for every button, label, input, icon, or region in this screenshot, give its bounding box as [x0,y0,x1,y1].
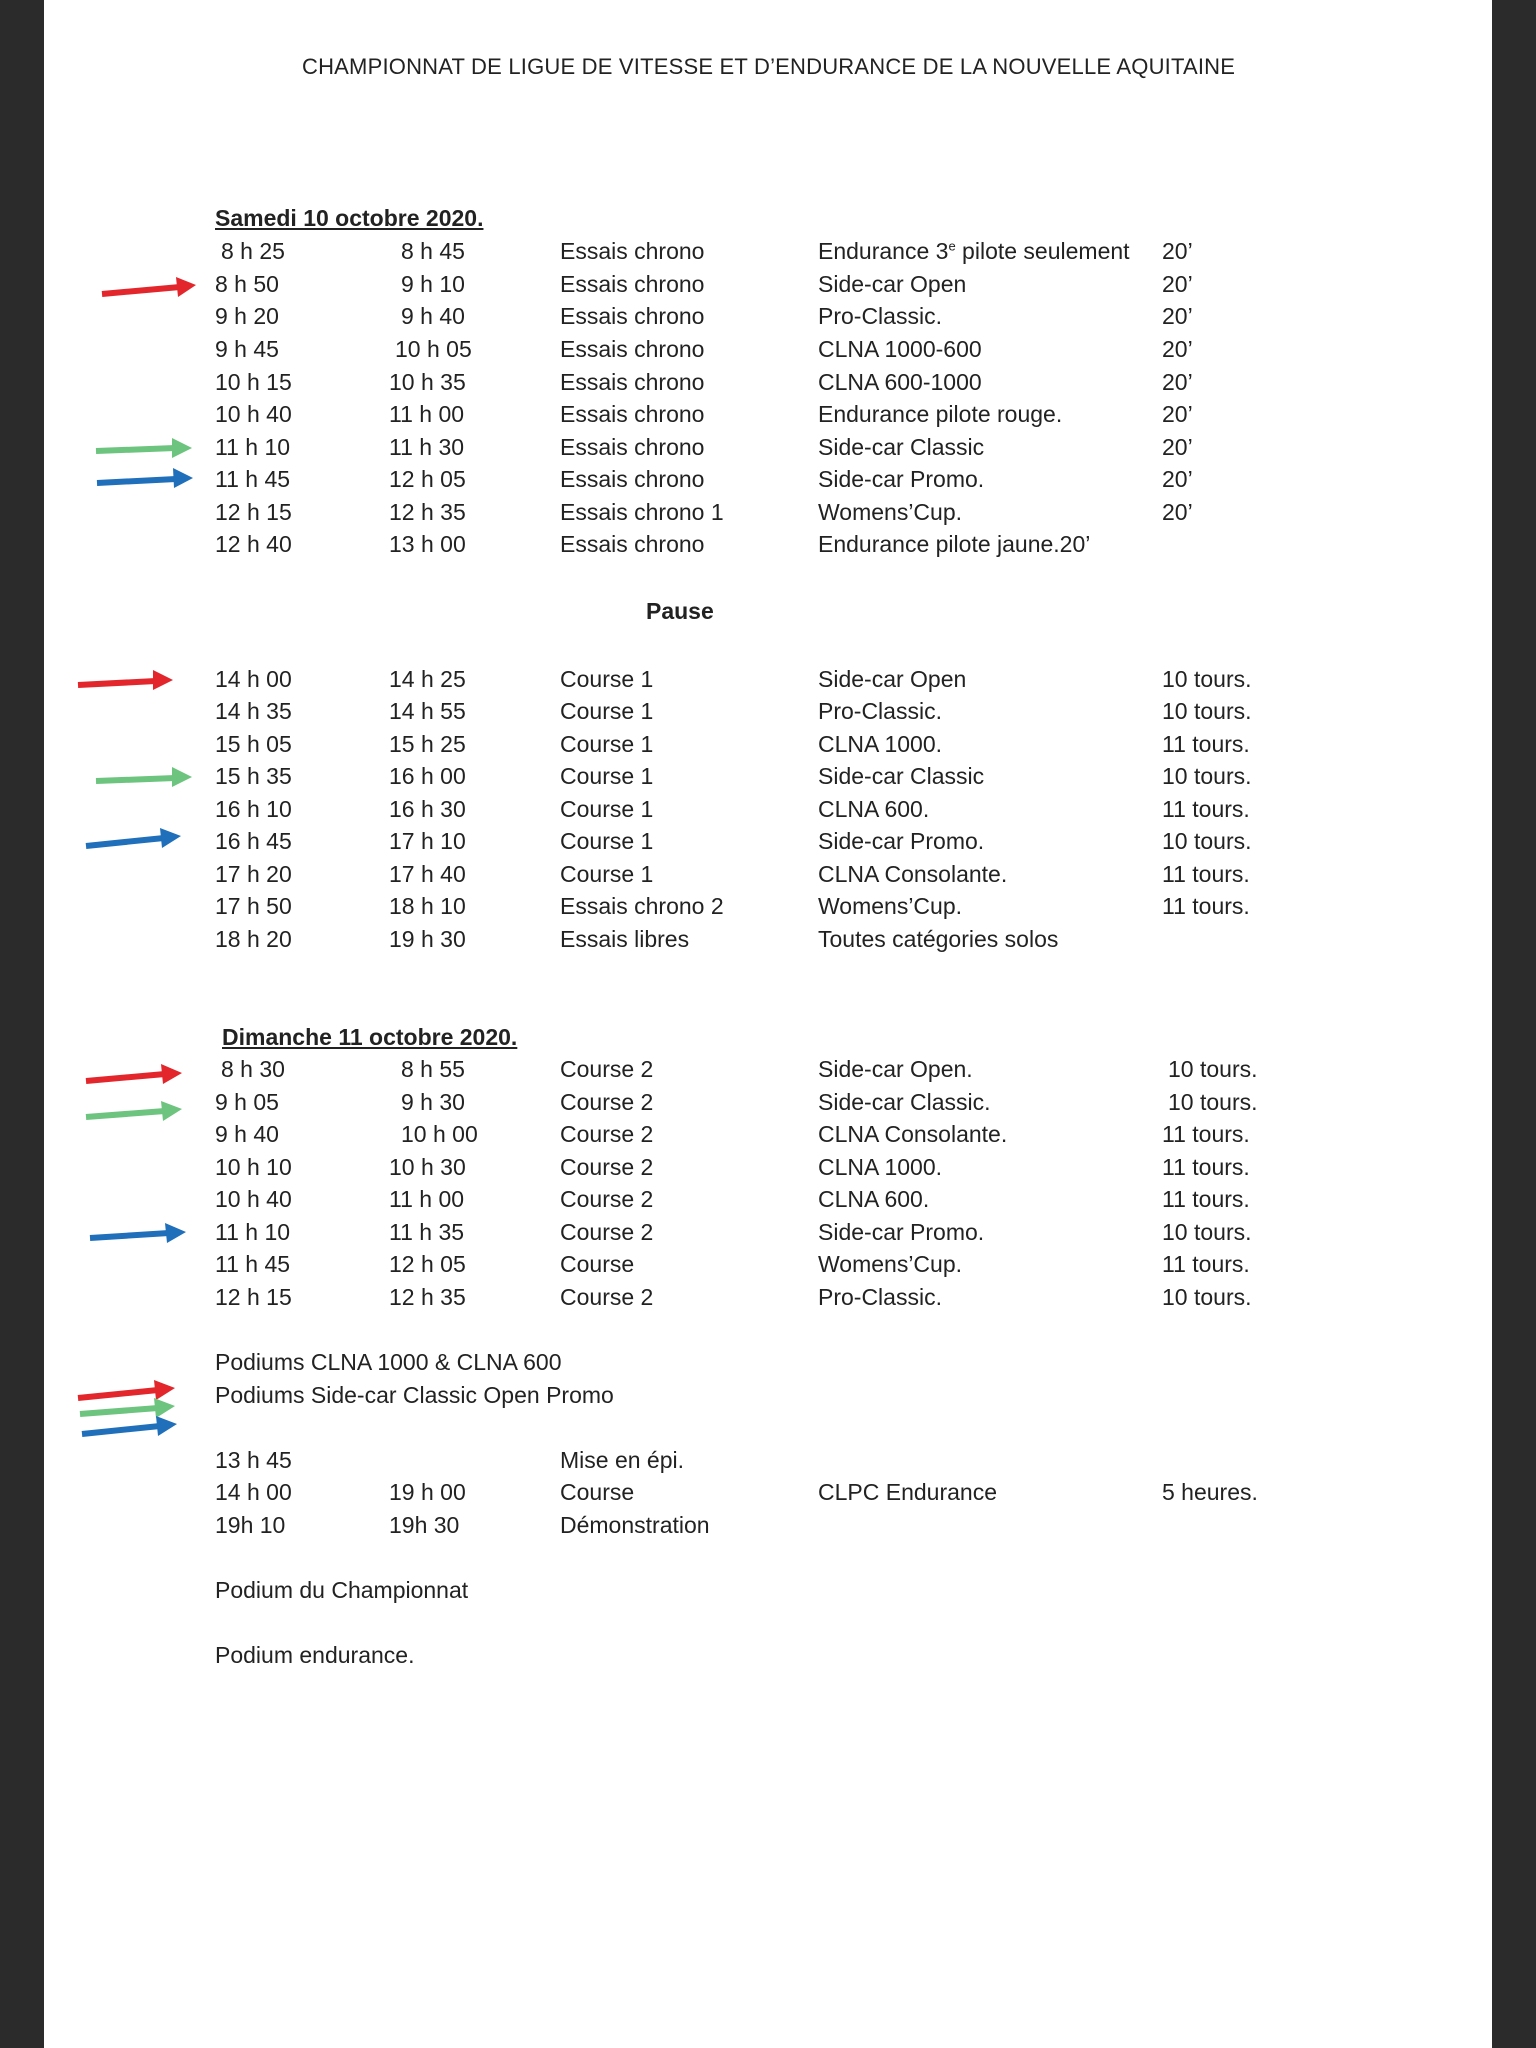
end-time: 14 h 25 [389,666,466,692]
duration: 10 tours. [1168,1056,1258,1082]
category: Toutes catégories solos [818,926,1059,952]
session: Course [560,1251,635,1277]
duration: 20’ [1162,271,1193,297]
start-time: 10 h 40 [215,401,292,427]
duration: 11 tours. [1162,1154,1250,1180]
start-time: 12 h 40 [215,531,292,557]
end-time: 16 h 30 [389,796,466,822]
end-time: 8 h 55 [401,1056,465,1082]
duration: 5 heures. [1162,1479,1258,1505]
start-time: 14 h 35 [215,698,292,724]
session: Essais chrono [560,401,705,427]
session: Course 1 [560,861,654,887]
category: CLNA 1000-600 [818,336,982,362]
start-time: 11 h 10 [215,434,291,460]
end-time: 10 h 00 [401,1121,478,1147]
start-time: 9 h 05 [215,1089,279,1115]
end-time: 12 h 35 [389,499,466,525]
end-time: 11 h 30 [389,434,465,460]
duration: 20’ [1162,466,1193,492]
start-time: 11 h 45 [215,1251,291,1277]
session: Course 2 [560,1219,654,1245]
session: Essais chrono [560,271,705,297]
end-time: 17 h 40 [389,861,466,887]
podiums-clna: Podiums CLNA 1000 & CLNA 600 [215,1349,562,1375]
end-time: 18 h 10 [389,893,466,919]
end-time: 11 h 00 [389,1186,465,1212]
category: Endurance 3e pilote seulement [818,238,1130,264]
session: Course 2 [560,1284,654,1310]
session: Mise en épi. [560,1447,685,1473]
document-title: CHAMPIONNAT DE LIGUE DE VITESSE ET D’ENDURANCE DE LA NOUVELLE AQUITAINE [302,54,1236,79]
start-time: 15 h 05 [215,731,292,757]
duration: 20’ [1162,238,1193,264]
end-time: 15 h 25 [389,731,466,757]
session: Course 1 [560,666,654,692]
category: Endurance pilote rouge. [818,401,1063,427]
session: Essais chrono [560,303,705,329]
end-time: 10 h 35 [389,369,466,395]
podium-championnat: Podium du Championnat [215,1577,469,1603]
end-time: 19 h 00 [389,1479,466,1505]
start-time: 16 h 10 [215,796,292,822]
session: Course 1 [560,796,654,822]
duration: 10 tours. [1162,666,1252,692]
session: Essais chrono [560,369,705,395]
start-time: 14 h 00 [215,1479,292,1505]
session: Course 1 [560,698,654,724]
start-time: 10 h 10 [215,1154,292,1180]
end-time: 19 h 30 [389,926,466,952]
end-time: 11 h 35 [389,1219,465,1245]
start-time: 18 h 20 [215,926,292,952]
category: CLNA Consolante. [818,861,1008,887]
end-time: 12 h 05 [389,1251,466,1277]
start-time: 17 h 20 [215,861,292,887]
category: Side-car Classic [818,434,985,460]
duration: 10 tours. [1162,828,1252,854]
category: Side-car Open [818,271,967,297]
category: Pro-Classic. [818,698,942,724]
start-time: 9 h 45 [215,336,279,362]
category: Side-car Classic [818,763,985,789]
category: CLNA 1000. [818,731,943,757]
pause-label: Pause [646,598,714,624]
session: Essais chrono [560,434,705,460]
category: Side-car Open [818,666,967,692]
start-time: 11 h 10 [215,1219,291,1245]
category: Endurance pilote jaune.20’ [818,531,1091,557]
session: Essais libres [560,926,690,952]
category: Side-car Promo. [818,828,985,854]
end-time: 14 h 55 [389,698,466,724]
session: Démonstration [560,1512,710,1538]
saturday-heading: Samedi 10 octobre 2020. [215,205,484,231]
start-time: 9 h 20 [215,303,279,329]
duration: 11 tours. [1162,796,1250,822]
category: Pro-Classic. [818,303,942,329]
start-time: 9 h 40 [215,1121,279,1147]
session: Course 1 [560,763,654,789]
category: CLNA 1000. [818,1154,943,1180]
end-time: 12 h 05 [389,466,466,492]
document-page [44,0,1492,2048]
category: Side-car Open. [818,1056,973,1082]
session: Course [560,1479,635,1505]
start-time: 8 h 25 [221,238,285,264]
start-time: 8 h 30 [221,1056,285,1082]
duration: 10 tours. [1162,698,1252,724]
end-time: 12 h 35 [389,1284,466,1310]
start-time: 16 h 45 [215,828,292,854]
category: Side-car Promo. [818,1219,985,1245]
end-time: 10 h 30 [389,1154,466,1180]
podium-endurance: Podium endurance. [215,1642,415,1668]
category: CLPC Endurance [818,1479,997,1505]
duration: 20’ [1162,434,1193,460]
category: Side-car Classic. [818,1089,991,1115]
start-time: 11 h 45 [215,466,291,492]
category: Pro-Classic. [818,1284,942,1310]
start-time: 10 h 15 [215,369,292,395]
category: CLNA 600-1000 [818,369,982,395]
duration: 10 tours. [1168,1089,1258,1115]
end-time: 9 h 10 [401,271,465,297]
duration: 11 tours. [1162,893,1250,919]
session: Essais chrono [560,531,705,557]
duration: 10 tours. [1162,1219,1252,1245]
session: Essais chrono 1 [560,499,724,525]
category: CLNA 600. [818,1186,930,1212]
end-time: 9 h 30 [401,1089,465,1115]
end-time: 17 h 10 [389,828,466,854]
start-time: 12 h 15 [215,1284,292,1310]
category: CLNA Consolante. [818,1121,1008,1147]
end-time: 19h 30 [389,1512,460,1538]
session: Course 1 [560,828,654,854]
session: Course 1 [560,731,654,757]
start-time: 12 h 15 [215,499,292,525]
duration: 20’ [1162,401,1193,427]
duration: 20’ [1162,303,1193,329]
end-time: 13 h 00 [389,531,466,557]
end-time: 11 h 00 [389,401,465,427]
duration: 11 tours. [1162,731,1250,757]
category: Womens’Cup. [818,499,963,525]
end-time: 8 h 45 [401,238,465,264]
start-time: 13 h 45 [215,1447,292,1473]
category: Side-car Promo. [818,466,985,492]
start-time: 14 h 00 [215,666,292,692]
end-time: 16 h 00 [389,763,466,789]
start-time: 15 h 35 [215,763,292,789]
category: CLNA 600. [818,796,930,822]
end-time: 10 h 05 [395,336,472,362]
start-time: 17 h 50 [215,893,292,919]
duration: 20’ [1162,336,1193,362]
session: Course 2 [560,1121,654,1147]
start-time: 8 h 50 [215,271,279,297]
session: Course 2 [560,1056,654,1082]
category: Womens’Cup. [818,1251,963,1277]
duration: 10 tours. [1162,763,1252,789]
session: Course 2 [560,1186,654,1212]
duration: 11 tours. [1162,1121,1250,1147]
session: Essais chrono [560,238,705,264]
session: Course 2 [560,1154,654,1180]
duration: 11 tours. [1162,1251,1250,1277]
duration: 11 tours. [1162,1186,1250,1212]
session: Essais chrono 2 [560,893,724,919]
duration: 10 tours. [1162,1284,1252,1310]
session: Course 2 [560,1089,654,1115]
category: Womens’Cup. [818,893,963,919]
session: Essais chrono [560,466,705,492]
duration: 20’ [1162,499,1193,525]
start-time: 19h 10 [215,1512,286,1538]
duration: 11 tours. [1162,861,1250,887]
start-time: 10 h 40 [215,1186,292,1212]
duration: 20’ [1162,369,1193,395]
end-time: 9 h 40 [401,303,465,329]
sunday-heading: Dimanche 11 octobre 2020. [222,1024,518,1050]
session: Essais chrono [560,336,705,362]
podiums-side-car: Podiums Side-car Classic Open Promo [215,1382,614,1408]
